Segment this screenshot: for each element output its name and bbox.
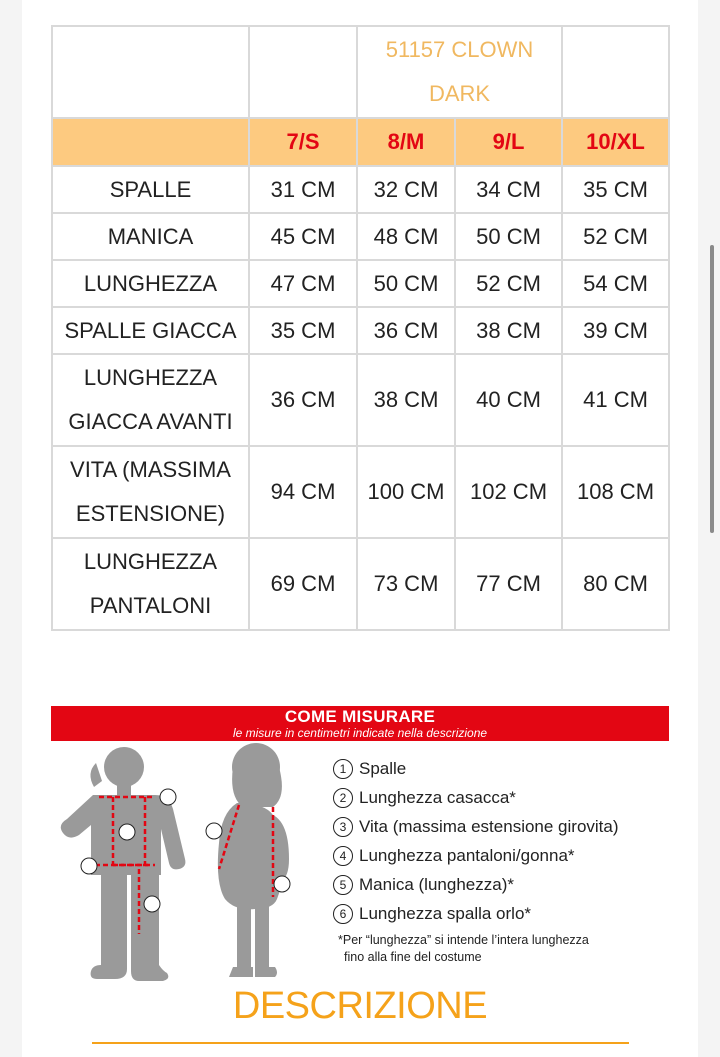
table-cell: 108 CM [562, 446, 669, 538]
legend-item [333, 754, 619, 783]
legend-item [333, 812, 619, 841]
size-header-cell: 7/S [249, 118, 357, 166]
row-label: SPALLE [52, 166, 249, 213]
child-side-figure-icon [218, 743, 289, 977]
table-row [52, 538, 669, 630]
table-cell: 52 CM [455, 260, 562, 307]
row-label: MANICA [52, 213, 249, 260]
row-label [52, 538, 249, 630]
row-label-line1: LUNGHEZZA [83, 365, 218, 390]
legend-item [333, 841, 619, 870]
product-title-line1: 51157 CLOWN [385, 37, 534, 62]
table-cell: 102 CM [455, 446, 562, 538]
empty-cell [249, 26, 357, 118]
how-to-measure-title: COME MISURARE [284, 707, 436, 726]
legend-label: Lunghezza spalla orlo* [359, 904, 532, 923]
size-header-row [52, 118, 669, 166]
table-cell: 31 CM [249, 166, 357, 213]
table-row [52, 446, 669, 538]
row-label-line2: ESTENSIONE) [75, 501, 226, 526]
table-cell: 73 CM [357, 538, 455, 630]
row-label: SPALLE GIACCA [52, 307, 249, 354]
size-header-cell: 8/M [357, 118, 455, 166]
legend-item [333, 783, 619, 812]
legend-item [333, 870, 619, 899]
table-cell: 100 CM [357, 446, 455, 538]
table-cell: 36 CM [357, 307, 455, 354]
table-cell: 36 CM [249, 354, 357, 446]
measurement-figures [51, 741, 321, 986]
table-cell: 35 CM [249, 307, 357, 354]
size-header-cell: 9/L [455, 118, 562, 166]
number-2-icon: 2 [333, 788, 353, 808]
table-row [52, 166, 669, 213]
legend-item [333, 899, 619, 928]
row-label [52, 446, 249, 538]
table-cell: 45 CM [249, 213, 357, 260]
table-cell: 34 CM [455, 166, 562, 213]
table-row [52, 307, 669, 354]
description-divider [92, 1042, 629, 1044]
number-5-icon: 5 [333, 875, 353, 895]
row-label [52, 354, 249, 446]
table-cell: 54 CM [562, 260, 669, 307]
legend-label: Spalle [359, 759, 407, 778]
table-cell: 48 CM [357, 213, 455, 260]
table-row [52, 213, 669, 260]
scrollbar[interactable] [710, 245, 714, 533]
legend-label: Lunghezza casacca* [359, 788, 516, 807]
row-label-line1: LUNGHEZZA [83, 549, 218, 574]
measure-legend [333, 754, 619, 928]
table-cell: 32 CM [357, 166, 455, 213]
number-1-icon: 1 [333, 759, 353, 779]
table-cell: 35 CM [562, 166, 669, 213]
number-6-icon: 6 [333, 904, 353, 924]
table-cell: 50 CM [455, 213, 562, 260]
row-label-line1: VITA (MASSIMA [70, 457, 231, 482]
description-heading: DESCRIZIONE [232, 985, 488, 1027]
number-3-icon: 3 [333, 817, 353, 837]
table-cell: 38 CM [357, 354, 455, 446]
table-cell: 69 CM [249, 538, 357, 630]
table-cell: 94 CM [249, 446, 357, 538]
number-4-icon: 4 [333, 846, 353, 866]
product-title [357, 26, 562, 118]
length-footnote [338, 932, 589, 966]
how-to-measure-banner [51, 706, 669, 741]
table-cell: 47 CM [249, 260, 357, 307]
table-cell: 40 CM [455, 354, 562, 446]
empty-cell [562, 26, 669, 118]
table-cell: 80 CM [562, 538, 669, 630]
size-chart-table [51, 25, 670, 631]
table-title-row [52, 26, 669, 118]
table-cell: 50 CM [357, 260, 455, 307]
legend-label: Vita (massima estensione girovita) [359, 817, 619, 836]
product-title-line2: DARK [428, 81, 491, 106]
table-cell: 39 CM [562, 307, 669, 354]
size-header-corner [52, 118, 249, 166]
size-header-cell: 10/XL [562, 118, 669, 166]
table-cell: 77 CM [455, 538, 562, 630]
legend-label: Manica (lunghezza)* [359, 875, 514, 894]
row-label: LUNGHEZZA [52, 260, 249, 307]
footnote-line2: fino alla fine del costume [344, 950, 482, 964]
table-row [52, 354, 669, 446]
legend-label: Lunghezza pantaloni/gonna* [359, 846, 575, 865]
table-cell: 41 CM [562, 354, 669, 446]
row-label-line2: GIACCA AVANTI [68, 409, 233, 434]
empty-cell [52, 26, 249, 118]
row-label-line2: PANTALONI [89, 593, 212, 618]
footnote-line1: *Per “lunghezza” si intende l’intera lunghezza [338, 933, 589, 947]
how-to-measure-panel [51, 706, 669, 984]
table-row [52, 260, 669, 307]
how-to-measure-subtitle: le misure in centimetri indicate nella descrizione [232, 726, 488, 740]
table-cell: 38 CM [455, 307, 562, 354]
table-cell: 52 CM [562, 213, 669, 260]
